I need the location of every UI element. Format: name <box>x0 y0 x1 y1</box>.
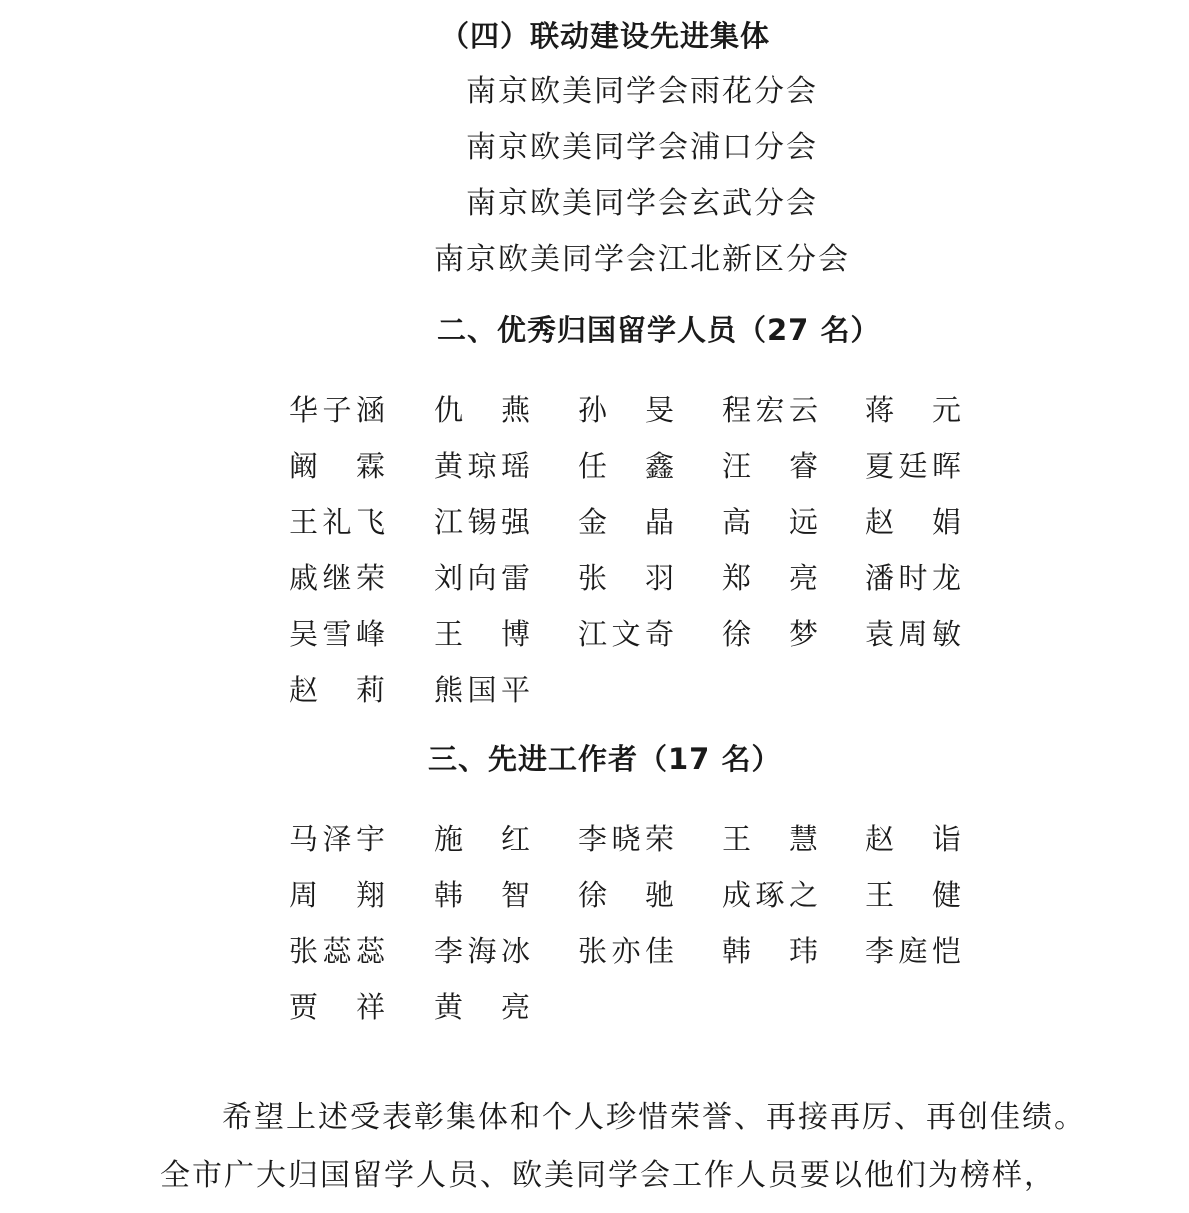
person-name: 任 鑫 <box>578 449 674 483</box>
person-name: 蒋 元 <box>865 393 961 427</box>
person-name: 汪 睿 <box>722 449 818 483</box>
person-name: 张 羽 <box>578 561 674 595</box>
person-name: 吴 雪 峰 <box>289 617 385 651</box>
person-name: 高 远 <box>722 505 818 539</box>
person-name: 徐 驰 <box>578 878 674 912</box>
person-name: 孙 旻 <box>578 393 674 427</box>
closing-line-1: 希望上述受表彰集体和个人珍惜荣誉、再接再厉、再创佳绩。 <box>222 1100 1086 1135</box>
person-name: 韩 智 <box>434 878 530 912</box>
section2-heading: 二、优秀归国留学人员（27 名） <box>437 313 881 347</box>
person-name: 熊 国 平 <box>434 673 530 707</box>
org-item: 南京欧美同学会玄武分会 <box>466 186 818 221</box>
person-name: 马 泽 宇 <box>289 822 385 856</box>
person-name: 戚 继 荣 <box>289 561 385 595</box>
person-name: 周 翔 <box>289 878 385 912</box>
person-name: 金 晶 <box>578 505 674 539</box>
person-name: 袁 周 敏 <box>865 617 961 651</box>
person-name: 王 慧 <box>722 822 818 856</box>
closing-line-2: 全市广大归国留学人员、欧美同学会工作人员要以他们为榜样， <box>160 1158 1056 1193</box>
person-name: 赵 莉 <box>289 673 385 707</box>
person-name: 程 宏 云 <box>722 393 818 427</box>
person-name: 黄 琼 瑶 <box>434 449 530 483</box>
person-name: 刘 向 雷 <box>434 561 530 595</box>
org-item: 南京欧美同学会江北新区分会 <box>434 242 850 277</box>
person-name: 施 红 <box>434 822 530 856</box>
person-name: 潘 时 龙 <box>865 561 961 595</box>
person-name: 王 博 <box>434 617 530 651</box>
person-name: 仇 燕 <box>434 393 530 427</box>
person-name: 阚 霖 <box>289 449 385 483</box>
person-name: 徐 梦 <box>722 617 818 651</box>
person-name: 成 琢 之 <box>722 878 818 912</box>
person-name: 赵 诣 <box>865 822 961 856</box>
person-name: 郑 亮 <box>722 561 818 595</box>
org-item: 南京欧美同学会浦口分会 <box>466 130 818 165</box>
person-name: 赵 娟 <box>865 505 961 539</box>
person-name: 张 蕊 蕊 <box>289 934 385 968</box>
person-name: 韩 玮 <box>722 934 818 968</box>
person-name: 夏 廷 晖 <box>865 449 961 483</box>
section3-heading: 三、先进工作者（17 名） <box>428 742 782 776</box>
org-item: 南京欧美同学会雨花分会 <box>466 74 818 109</box>
person-name: 黄 亮 <box>434 990 530 1024</box>
person-name: 王 礼 飞 <box>289 505 385 539</box>
person-name: 张 亦 佳 <box>578 934 674 968</box>
section4-heading: （四）联动建设先进集体 <box>440 19 771 53</box>
person-name: 江 锡 强 <box>434 505 530 539</box>
person-name: 李 海 冰 <box>434 934 530 968</box>
person-name: 江 文 奇 <box>578 617 674 651</box>
person-name: 华 子 涵 <box>289 393 385 427</box>
person-name: 李 晓 荣 <box>578 822 674 856</box>
person-name: 王 健 <box>865 878 961 912</box>
person-name: 李 庭 恺 <box>865 934 961 968</box>
person-name: 贾 祥 <box>289 990 385 1024</box>
